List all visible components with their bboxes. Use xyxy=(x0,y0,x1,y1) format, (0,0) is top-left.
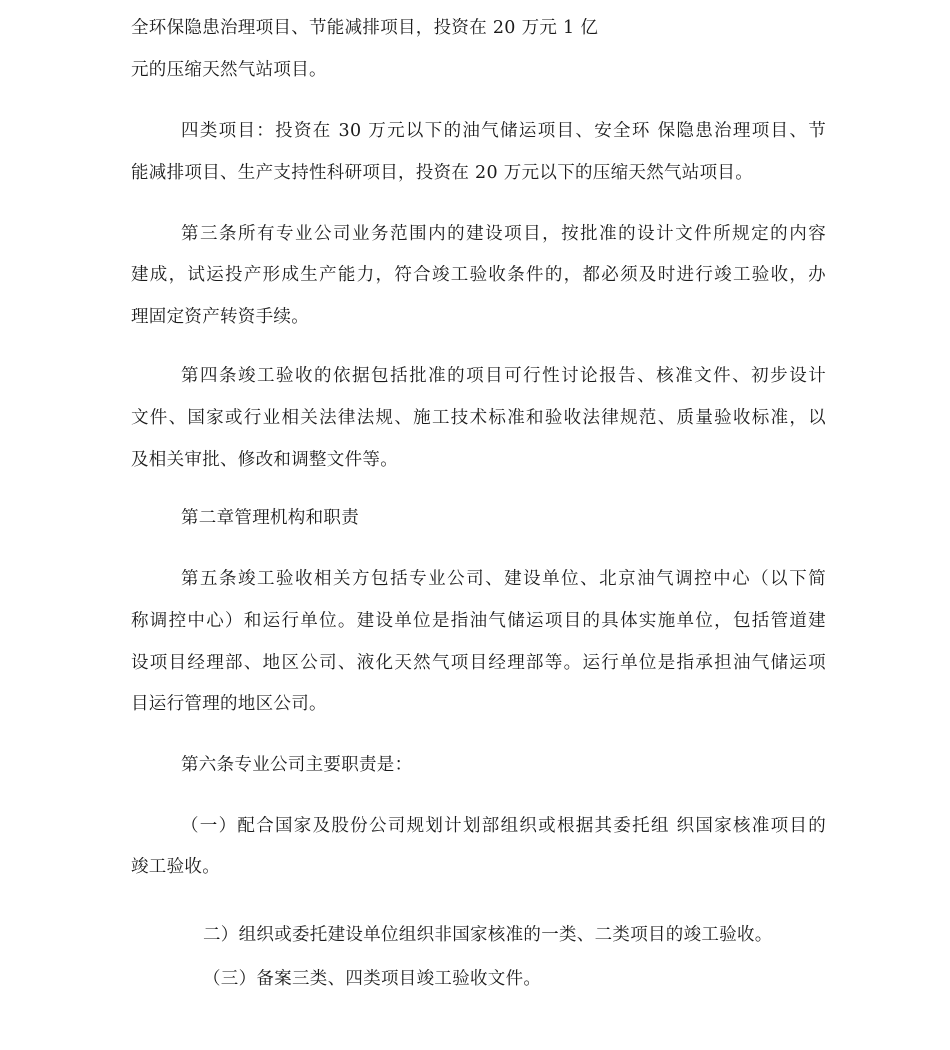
article-six-heading: 第六条专业公司主要职责是： xyxy=(181,755,413,775)
duty-item-1: （一）配合国家及股份公司规划计划部组织或根据其委托组 织国家核准项目的 xyxy=(181,816,826,836)
paragraph-four-class-projects: 四类项目：投资在 30 万元以下的油气储运项目、安全环 保隐患治理项目、节 xyxy=(181,121,826,141)
text-line: 设项目经理部、地区公司、液化天然气项目经理部等。运行单位是指承担油气储运项 xyxy=(131,653,826,673)
chapter-two-heading: 第二章管理机构和职责 xyxy=(181,508,359,528)
article-three-heading-line: 第三条所有专业公司业务范围内的建设项目，按批准的设计文件所规定的内容 xyxy=(181,224,826,244)
text-line: 目运行管理的地区公司。 xyxy=(131,694,327,714)
text-line: 文件、国家或行业相关法律法规、施工技术标准和验收法律规范、质量验收标准，以 xyxy=(131,408,826,428)
text-line: 竣工验收。 xyxy=(131,857,220,877)
text-line: 及相关审批、修改和调整文件等。 xyxy=(131,450,398,470)
article-five-heading-line: 第五条竣工验收相关方包括专业公司、建设单位、北京油气调控中心（以下简 xyxy=(181,569,826,589)
text-line: 能减排项目、生产支持性科研项目，投资在 20 万元以下的压缩天然气站项目。 xyxy=(131,163,753,183)
text-line: 称调控中心）和运行单位。建设单位是指油气储运项目的具体实施单位，包括管道建 xyxy=(131,611,826,631)
text-line: 元的压缩天然气站项目。 xyxy=(131,60,327,80)
duty-item-2: 二）组织或委托建设单位组织非国家核准的一类、二类项目的竣工验收。 xyxy=(203,925,773,945)
text-line: 全环保隐患治理项目、节能减排项目，投资在 20 万元 1 亿 xyxy=(131,18,599,38)
text-line: 理固定资产转资手续。 xyxy=(131,307,309,327)
duty-item-3: （三）备案三类、四类项目竣工验收文件。 xyxy=(203,969,542,989)
text-line: 建成，试运投产形成生产能力，符合竣工验收条件的，都必须及时进行竣工验收，办 xyxy=(131,265,826,285)
article-four-heading-line: 第四条竣工验收的依据包括批准的项目可行性讨论报告、核准文件、初步设计 xyxy=(181,366,826,386)
